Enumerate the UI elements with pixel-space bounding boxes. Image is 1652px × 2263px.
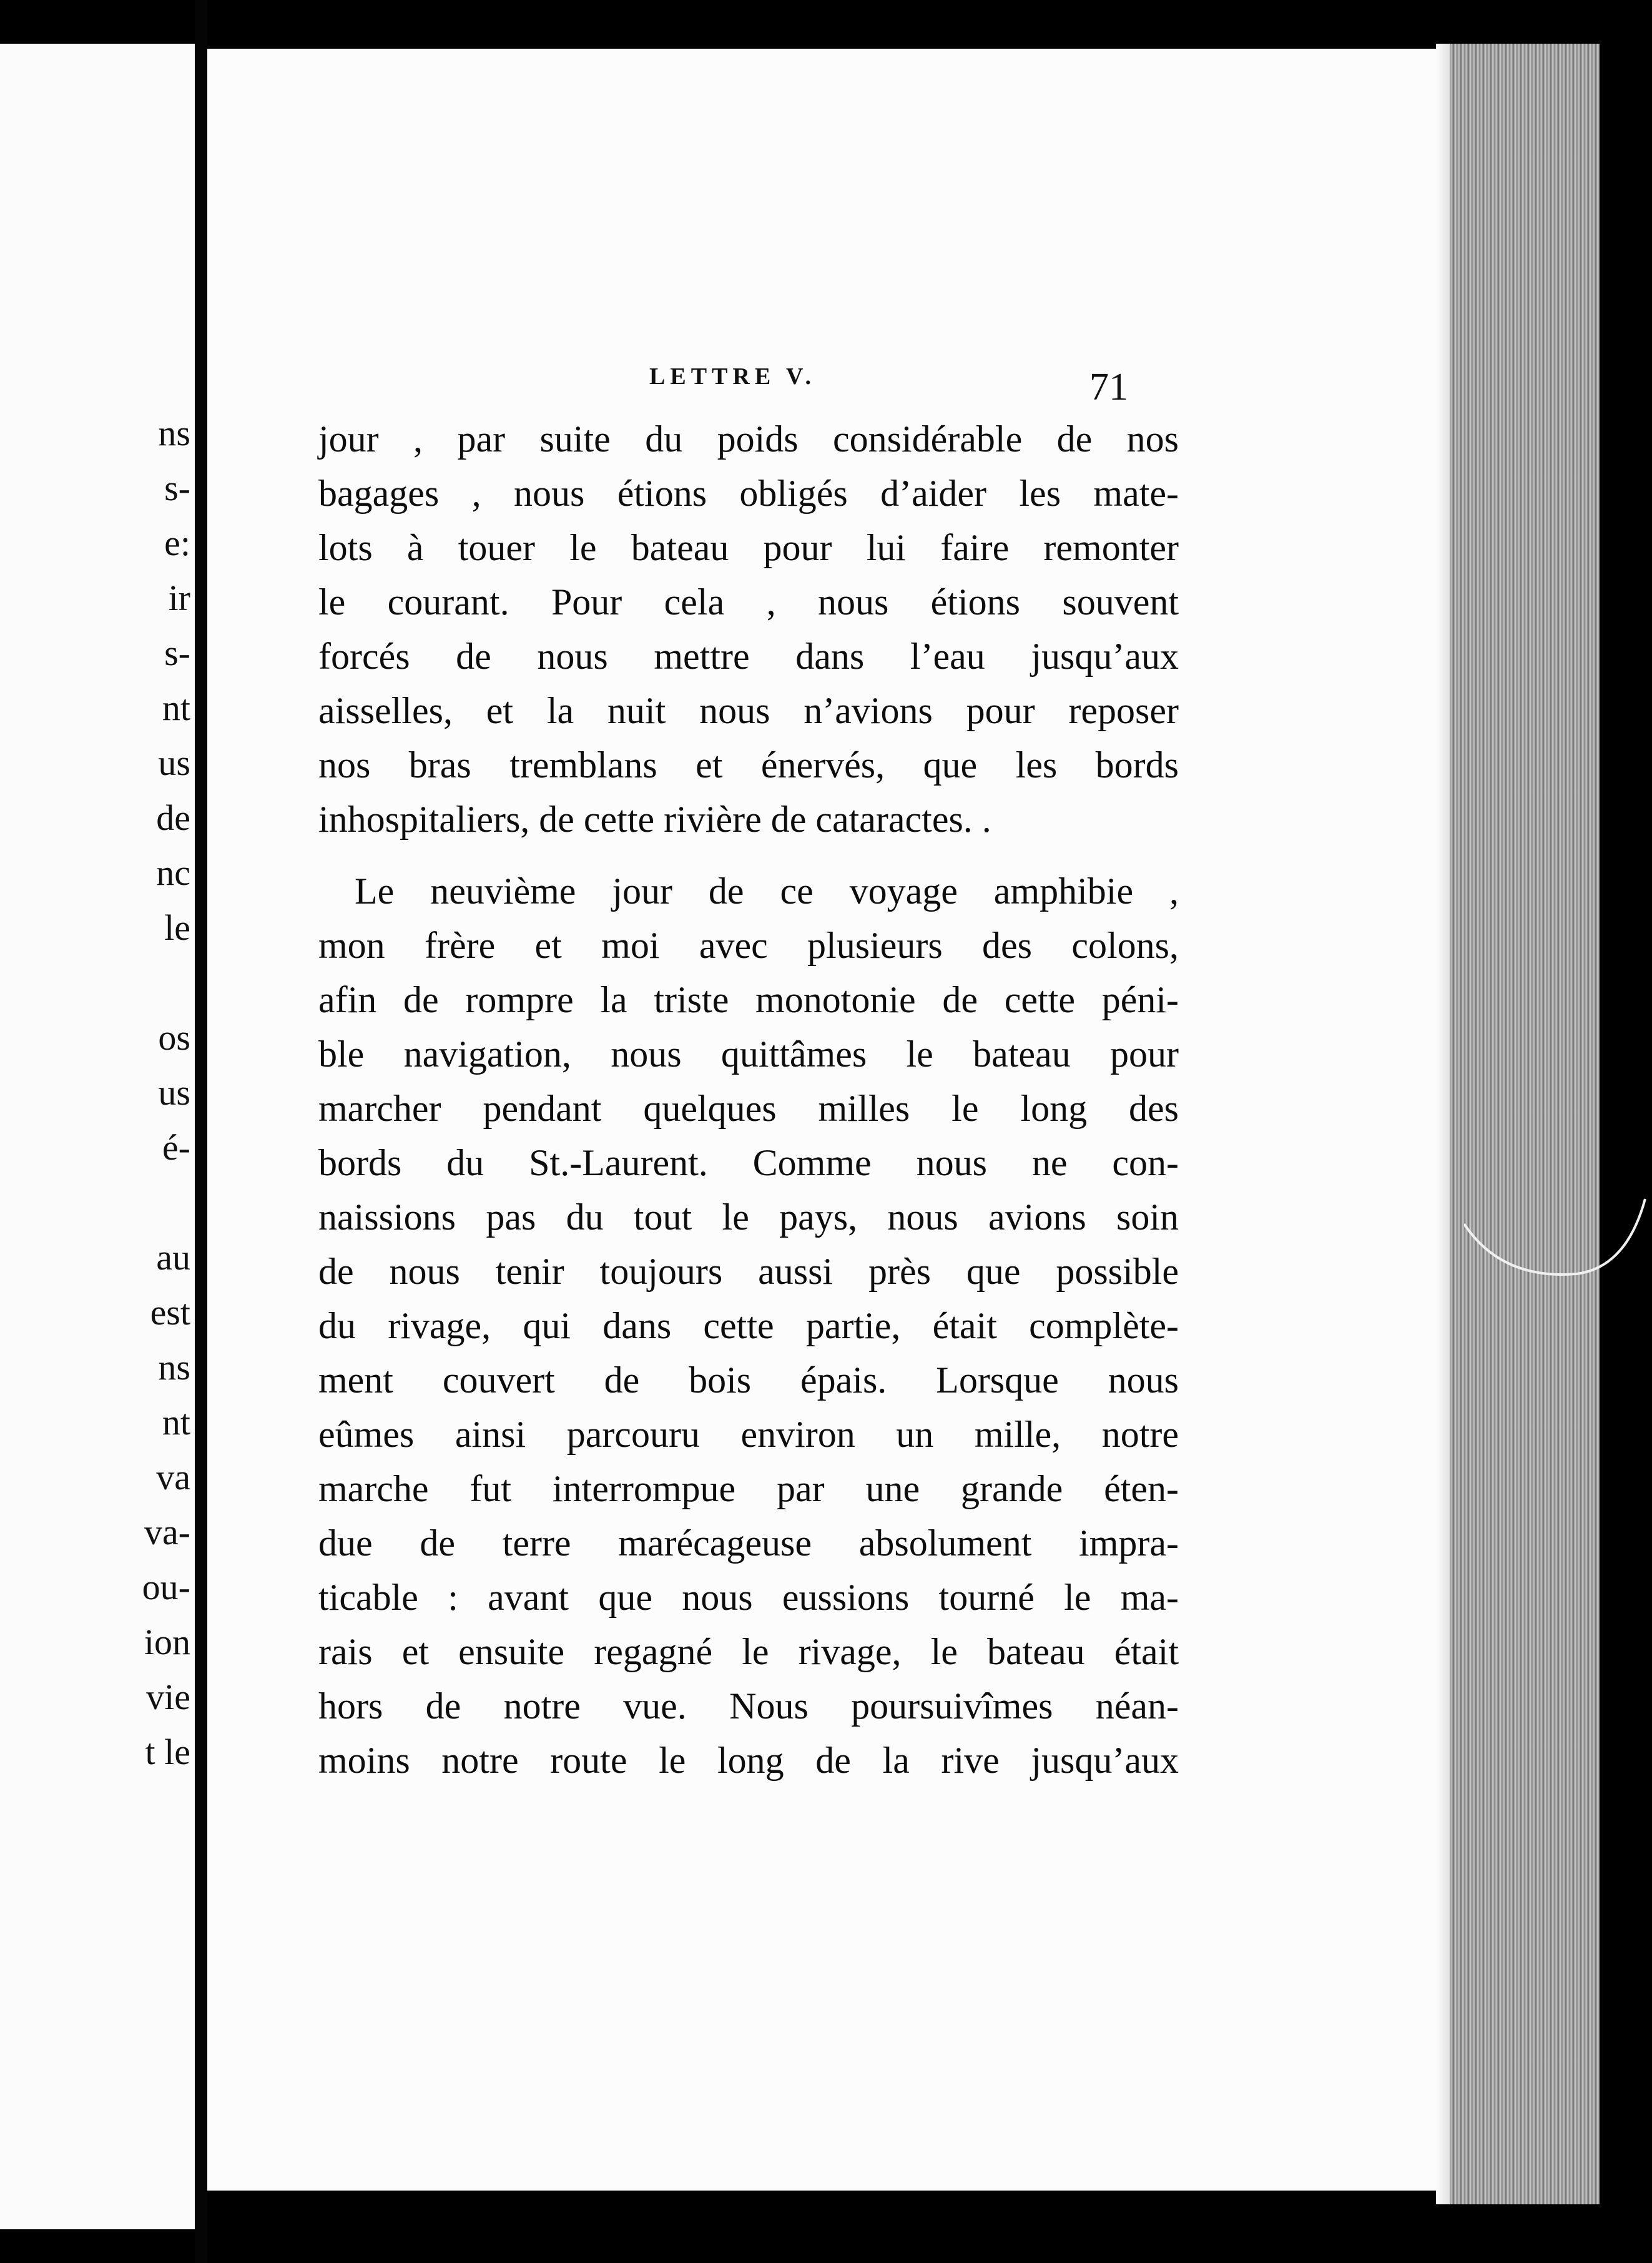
text-line: rais et ensuite regagné le rivage, le bateau était bbox=[318, 1631, 1179, 1672]
text-line: hors de notre vue. Nous poursuivîmes néan- bbox=[318, 1685, 1179, 1727]
text-line: bagages , nous étions obligés d’aider les mate- bbox=[318, 473, 1179, 514]
text-line: eûmes ainsi parcouru environ un mille, notre bbox=[318, 1414, 1179, 1455]
book-fore-edge bbox=[1450, 44, 1600, 2204]
left-page-fragment: ou- bbox=[142, 1567, 190, 1607]
text-line: forcés de nous mettre dans l’eau jusqu’aux bbox=[318, 636, 1179, 677]
book-page bbox=[207, 49, 1450, 2191]
text-line: le courant. Pour cela , nous étions souvent bbox=[318, 581, 1179, 623]
left-page-fragment: nc bbox=[156, 852, 190, 893]
left-page-fragment: va- bbox=[144, 1512, 190, 1552]
left-page-fragment: us bbox=[158, 1072, 190, 1113]
text-line: inhospitaliers, de cette rivière de cataractes. . bbox=[318, 799, 991, 840]
text-line: due de terre marécageuse absolument impra- bbox=[318, 1522, 1179, 1564]
text-line: de nous tenir toujours aussi près que possible bbox=[318, 1251, 1179, 1292]
page-number: 71 bbox=[1089, 366, 1128, 408]
text-line: ment couvert de bois épais. Lorsque nous bbox=[318, 1359, 1179, 1401]
text-line: naissions pas du tout le pays, nous avions soin bbox=[318, 1196, 1179, 1238]
running-head: LETTRE V. bbox=[649, 363, 817, 390]
left-page-fragment: ion bbox=[144, 1622, 190, 1662]
text-line: marche fut interrompue par une grande éten- bbox=[318, 1468, 1179, 1509]
left-page-fragment: au bbox=[156, 1237, 190, 1278]
text-line: ble navigation, nous quittâmes le bateau pour bbox=[318, 1033, 1179, 1075]
text-line: aisselles, et la nuit nous n’avions pour reposer bbox=[318, 690, 1179, 731]
left-page-fragment: est bbox=[150, 1292, 190, 1333]
left-page-fragment: os bbox=[158, 1017, 190, 1058]
left-page-fragment: nt bbox=[162, 1402, 190, 1442]
left-page-fragment: e: bbox=[164, 523, 190, 563]
left-page-fragment: s- bbox=[164, 633, 190, 673]
left-page-fragment: t le bbox=[145, 1732, 190, 1772]
text-line: mon frère et moi avec plusieurs des colons, bbox=[318, 925, 1179, 966]
left-page-fragment: vie bbox=[146, 1677, 190, 1717]
paragraph-1 bbox=[318, 412, 1179, 847]
text-line: lots à touer le bateau pour lui faire remonter bbox=[318, 527, 1179, 568]
text-line: ticable : avant que nous eussions tourné le ma- bbox=[318, 1577, 1179, 1618]
left-facing-page bbox=[0, 44, 195, 2229]
left-page-fragment: ns bbox=[158, 413, 190, 453]
text-line: Le neuvième jour de ce voyage amphibie , bbox=[355, 870, 1179, 912]
body-text bbox=[318, 412, 1179, 1788]
page-curl-line bbox=[1464, 1186, 1651, 1299]
text-line: bords du St.-Laurent. Comme nous ne con- bbox=[318, 1142, 1179, 1183]
left-page-fragment: nt bbox=[162, 688, 190, 728]
text-line: moins notre route le long de la rive jusqu’aux bbox=[318, 1740, 1179, 1781]
text-line: jour , par suite du poids considérable de nos bbox=[318, 418, 1179, 460]
left-page-fragment: us bbox=[158, 742, 190, 783]
text-line: marcher pendant quelques milles le long des bbox=[318, 1088, 1179, 1129]
left-page-fragment: s- bbox=[164, 468, 190, 508]
text-line: du rivage, qui dans cette partie, était complète- bbox=[318, 1305, 1179, 1346]
left-page-fragment: va bbox=[156, 1457, 190, 1497]
book-gutter bbox=[195, 0, 207, 2263]
left-page-fragment: é- bbox=[162, 1127, 190, 1168]
left-page-fragment: le bbox=[164, 907, 190, 948]
text-line: nos bras tremblans et énervés, que les bords bbox=[318, 744, 1179, 786]
left-page-fragment: de bbox=[156, 797, 190, 838]
left-page-fragment: ns bbox=[158, 1347, 190, 1388]
left-page-fragment: ir bbox=[168, 578, 190, 618]
paragraph-2 bbox=[318, 864, 1179, 1788]
text-line: afin de rompre la triste monotonie de cette péni- bbox=[318, 979, 1179, 1020]
